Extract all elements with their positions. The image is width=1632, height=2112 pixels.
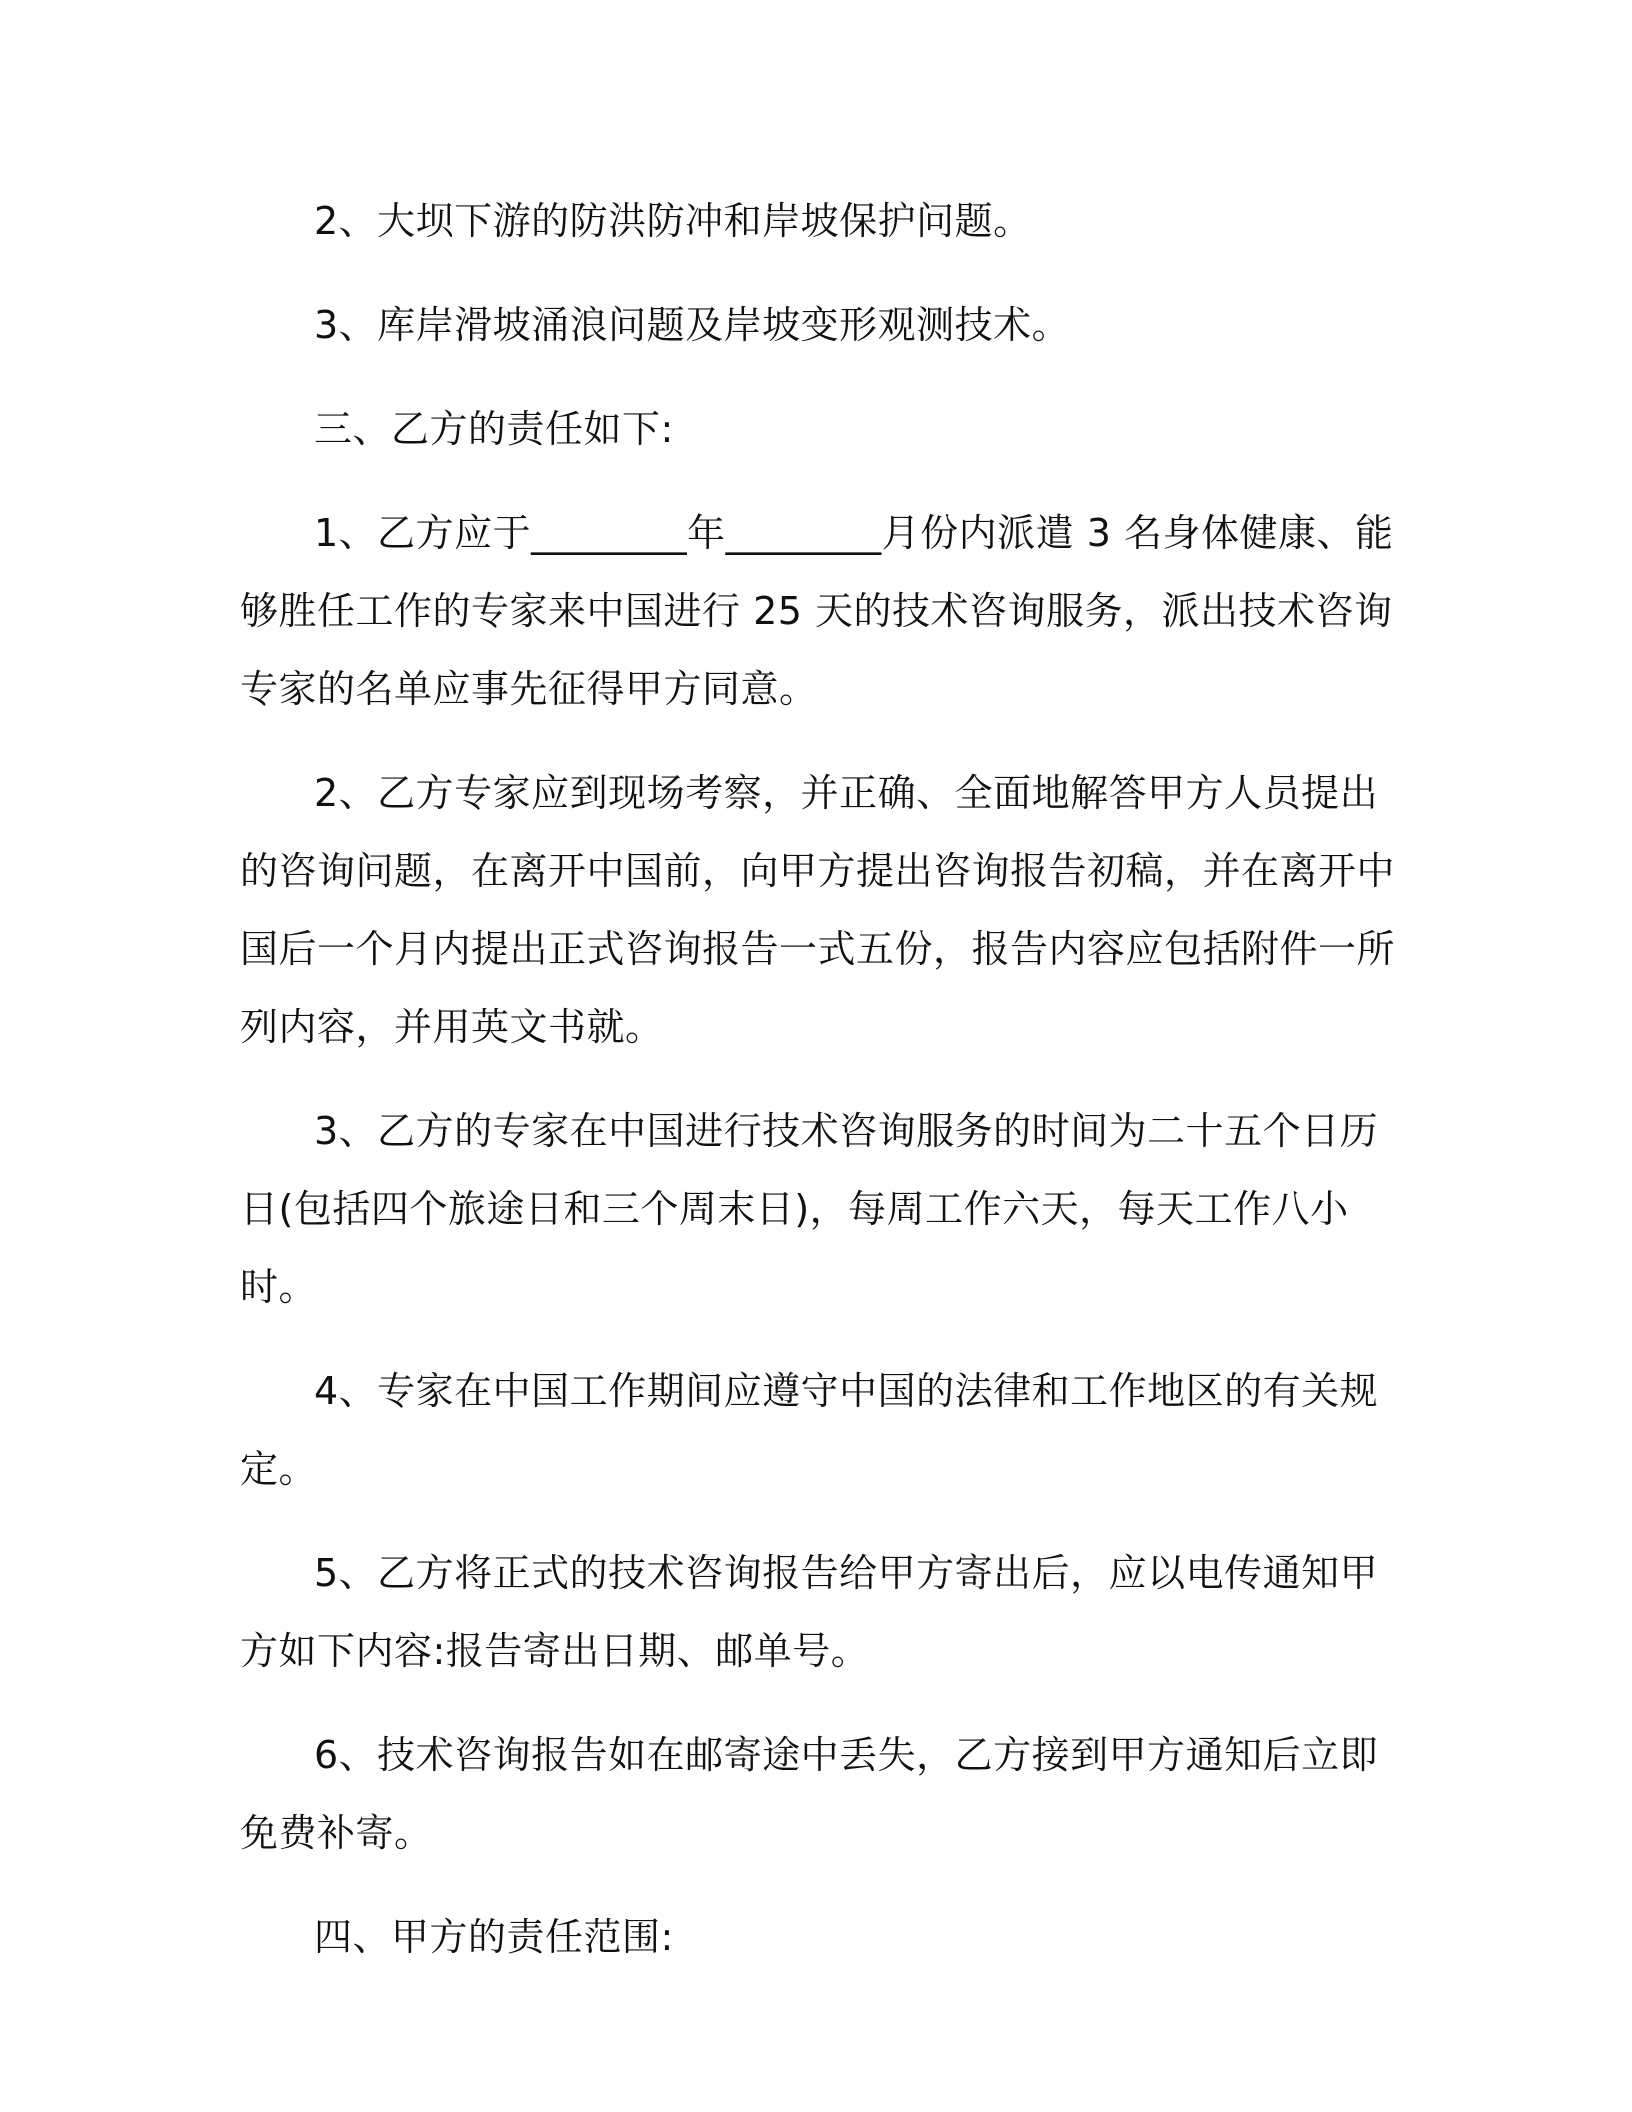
paragraph-item-2-downstream: 2、大坝下游的防洪防冲和岸坡保护问题。 — [314, 199, 1032, 243]
document-body — [240, 182, 1400, 1976]
section-heading-party-b-duties: 三、乙方的责任如下: — [314, 407, 674, 451]
paragraph-b-duty-5: 5、乙方将正式的技术咨询报告给甲方寄出后，应以电传通知甲方如下内容:报告寄出日期、邮单号。 — [240, 1551, 1379, 1673]
paragraph-b-duty-4: 4、专家在中国工作期间应遵守中国的法律和工作地区的有关规定。 — [240, 1369, 1379, 1491]
section-heading-party-a-duties: 四、甲方的责任范围: — [314, 1915, 674, 1959]
paragraph-item-3-landslide: 3、库岸滑坡涌浪问题及岸坡变形观测技术。 — [314, 303, 1071, 347]
paragraph-b-duty-1: 1、乙方应于________年________月份内派遣 3 名身体健康、能够胜任工作的专家来中国进行 25 天的技术咨询服务，派出技术咨询专家的名单应事先征得甲方同意。 — [240, 511, 1394, 711]
paragraph-b-duty-2: 2、乙方专家应到现场考察，并正确、全面地解答甲方人员提出的咨询问题，在离开中国前，向甲方提出咨询报告初稿，并在离开中国后一个月内提出正式咨询报告一式五份，报告内容应包括附件一所列内容，并用英文书就。 — [240, 771, 1396, 1049]
paragraph-b-duty-6: 6、技术咨询报告如在邮寄途中丢失，乙方接到甲方通知后立即免费补寄。 — [240, 1733, 1379, 1855]
paragraph-b-duty-3: 3、乙方的专家在中国进行技术咨询服务的时间为二十五个日历日(包括四个旅途日和三个周末日)，每周工作六天，每天工作八小时。 — [240, 1109, 1379, 1309]
